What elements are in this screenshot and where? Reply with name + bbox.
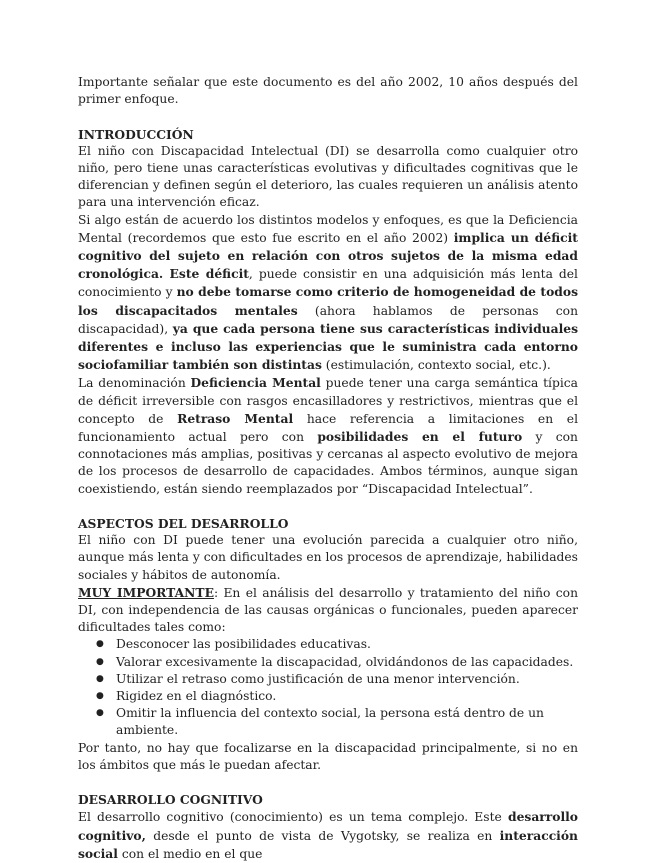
text-run: puede tener una carga semántica típica de déficit irreversible con rasgos encasilladores y restrictivos, mientras que el concepto de xyxy=(78,376,578,426)
list-item: ● Omitir la influencia del contexto social, la persona está dentro de un ambiente. xyxy=(78,705,578,739)
spacer xyxy=(78,498,578,515)
aspectos-paragraph-1: El niño con DI puede tener una evolución parecida a cualquier otro niño, aunque más lenta y con dificultades en los procesos de aprendizaje, habilidades sociales y hábitos de autonomía. xyxy=(78,533,578,582)
text-run: El desarrollo cognitivo (conocimiento) es un tema complejo. Este xyxy=(78,810,508,825)
bold-run: interacción social xyxy=(78,827,578,861)
list-item: ● Utilizar el retraso como justificación de una menor intervención. xyxy=(78,671,578,688)
spacer xyxy=(78,774,578,791)
list-item: ● Desconocer las posibilidades educativas. xyxy=(78,636,578,653)
bold-run: desarrollo cognitivo, xyxy=(78,809,578,843)
intro-note: Importante señalar que este documento es del año 2002, 10 años después del primer enfoque. xyxy=(78,75,578,107)
aspectos-paragraph-2 xyxy=(78,584,578,637)
aspectos-paragraph-3: Por tanto, no hay que focalizarse en la discapacidad principalmente, si no en los ámbitos que más le puedan afectar. xyxy=(78,740,578,772)
spacer xyxy=(78,108,578,125)
text-run: , puede consistir en una adquisición más lenta del conocimiento y xyxy=(78,267,578,300)
text-run: con el medio en el que xyxy=(117,846,263,861)
bold-run: posibilidades en el futuro xyxy=(317,429,523,445)
text-run: Si algo están de acuerdo los distintos modelos y enfoques, es que la Deficiencia Mental (recordemos que esto fue escrito en el año 2002) xyxy=(78,212,578,245)
introduccion-paragraph-3 xyxy=(78,374,578,497)
text-run: La denominación xyxy=(78,376,191,391)
introduccion-paragraph-1: El niño con Discapacidad Intelectual (DI) se desarrolla como cualquier otro niño, pero tiene unas características evolutivas y dificultades cognitivas que le diferencian y definen según el deterioro, las cuales requieren un análisis atento para una intervención eficaz. xyxy=(78,143,578,210)
bold-run: ya que cada persona tiene sus características individuales diferentes e incluso las experiencias que le suministra cada entorno sociofamiliar también son distintas xyxy=(78,320,578,373)
heading-introduccion: INTRODUCCIÓN xyxy=(78,126,194,142)
text-run: (estimulación, contexto social, etc.). xyxy=(321,358,551,373)
text-run: hace referencia a limitaciones en el funcionamiento actual pero con xyxy=(78,411,579,445)
muy-importante-label: MUY IMPORTANTE xyxy=(78,584,214,600)
cognitivo-paragraph-1 xyxy=(78,808,578,863)
list-item: ● Valorar excesivamente la discapacidad, olvidándonos de las capacidades. xyxy=(78,654,578,671)
document-page xyxy=(78,74,578,863)
heading-aspectos-del-desarrollo: ASPECTOS DEL DESARROLLO xyxy=(78,516,289,532)
text-run: desde el punto de vista de Vygotsky, se realiza en xyxy=(145,828,500,843)
bold-run: implica un déficit cognitivo del sujeto en relación con otros sujetos de la misma edad cronológica. Este déficit xyxy=(78,229,578,282)
bold-run: no debe tomarse como criterio de homogeneidad de todos los discapacitados mentales xyxy=(78,284,578,318)
text-run: (ahora hablamos de personas con discapacidad), xyxy=(78,303,578,336)
list-item: ● Rigidez en el diagnóstico. xyxy=(78,688,578,705)
bold-run: Retraso Mental xyxy=(177,410,294,426)
difficulties-list xyxy=(78,636,578,739)
heading-desarrollo-cognitivo: DESARROLLO COGNITIVO xyxy=(78,792,263,808)
introduccion-paragraph-2 xyxy=(78,212,578,375)
text-run: : En el análisis del desarrollo y tratamiento del niño con DI, con independencia de las causas orgánicas o funcionales, pueden aparecer dificultades tales como: xyxy=(78,585,578,635)
text-run: y con connotaciones más amplias, positivas y cercanas al aspecto evolutivo de mejora de los procesos de desarrollo de capacidades. Ambos términos, aunque sigan coexistiendo, están siendo reemplazados por “Discapacidad Intelectual”. xyxy=(78,430,578,496)
bold-run: Deficiencia Mental xyxy=(190,375,321,391)
